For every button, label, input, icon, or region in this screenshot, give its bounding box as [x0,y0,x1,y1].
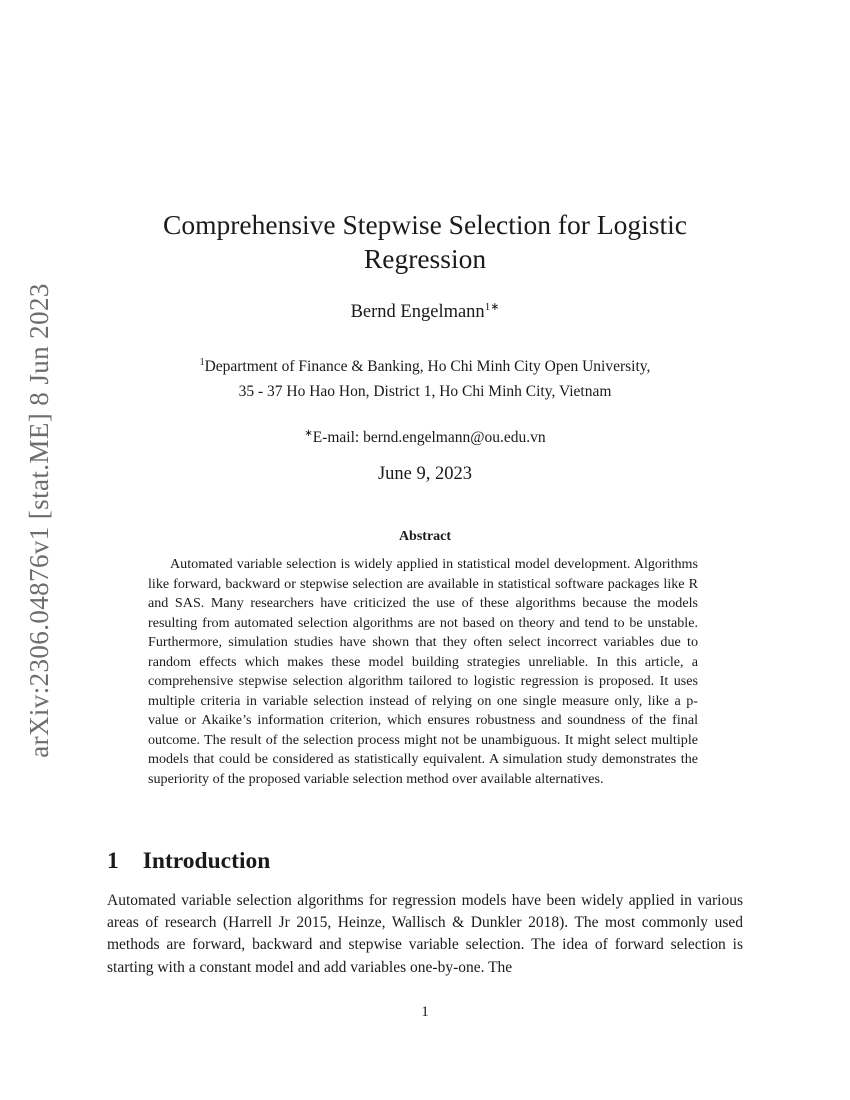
introduction-body: Automated variable selection algorithms for regression models have been widely applied in various areas of research (Harrell Jr 2015, Heinze, Wallisch & Dunkler 2018). The most commonly used methods are forward, backward and stepwise variable selection. The idea of forward selection is starting with a constant model and add variables one-by-one. The [107,892,743,976]
email-mark: ∗ [304,428,313,439]
arxiv-stamp: arXiv:2306.04876v1 [stat.ME] 8 Jun 2023 [23,282,54,758]
paper-title: Comprehensive Stepwise Selection for Logistic Regression [163,209,687,274]
abstract-body: Automated variable selection is widely applied in statistical model development. Algorithms like forward, backward or stepwise selection are available in statistical software packages like R and SAS. Many researchers have criticized the use of these algorithms because the models resulting from automated selection algorithms are not based on theory and tend to be unstable. Furthermore, simulation studies have shown that they often select incorrect variables due to random effects which makes these model building strategies unreliable. In this article, a comprehensive stepwise selection algorithm tailored to logistic regression is proposed. It uses multiple criteria in variable selection instead of relying on one single measure only, like a p-value or Akaike’s information criterion, which ensures robustness and soundness of the final outcome. The result of the selection process might not be unambiguous. It might select multiple models that could be considered as statistically equivalent. A simulation study demonstrates the superiority of the proposed variable selection method over available alternatives. [148,556,698,787]
author-marks: 1∗ [484,301,500,313]
author-name: Bernd Engelmann [350,302,485,322]
section-title: Introduction [142,848,271,874]
email-text: E-mail: bernd.engelmann@ou.edu.vn [312,429,546,446]
affiliation [0,350,850,404]
page-number: 1 [421,1004,429,1020]
affiliation-line-1: $^1$Department of Finance & Banking, Ho Chi Minh City Open University, [199,357,651,375]
author-line [0,300,850,323]
affiliation-line-2: 35 - 37 Ho Hao Hon, District 1, Ho Chi Minh City, Vietnam [238,383,612,400]
section-number: 1 [107,848,119,874]
email-line [0,428,850,447]
abstract-heading: Abstract [398,529,452,544]
paper-date: June 9, 2023 [377,464,473,484]
section-heading [107,848,270,875]
affiliation-mark: 1 [199,357,205,368]
